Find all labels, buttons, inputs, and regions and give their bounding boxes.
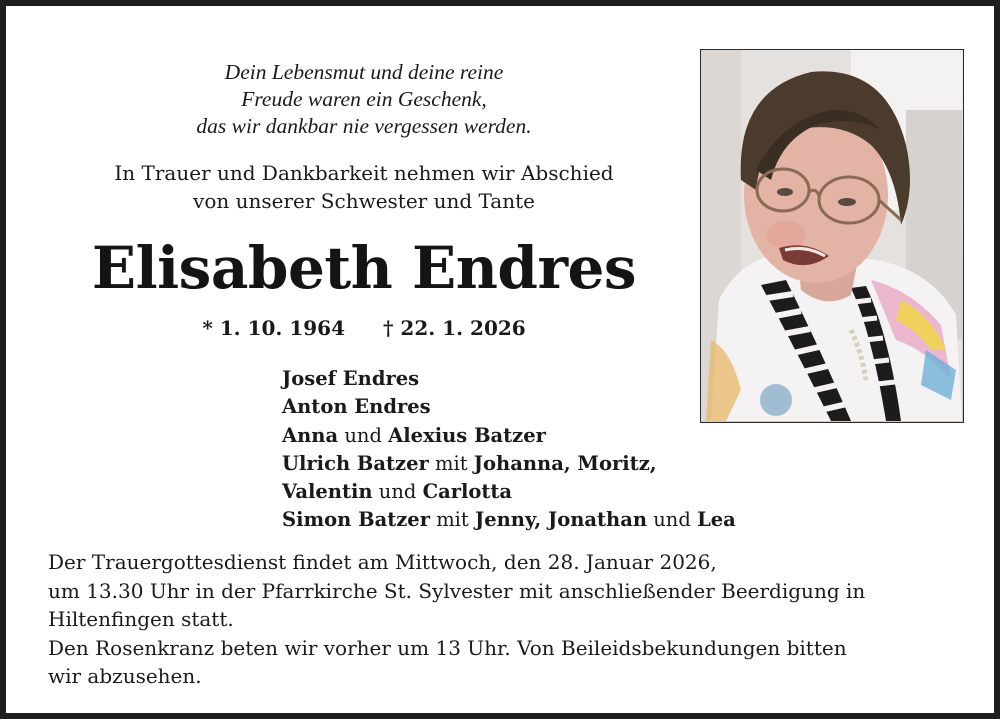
portrait-photo — [700, 49, 964, 423]
service-line: Hiltenfingen statt. — [48, 607, 234, 631]
mourner-line: Josef Endres — [282, 367, 420, 390]
service-line: wir abzusehen. — [48, 664, 202, 688]
mourner-line: Ulrich Batzer mit Johanna, Moritz, — [282, 451, 657, 475]
mourner-line: Simon Batzer mit Jenny, Jonathan und Lea — [282, 508, 736, 532]
birth-date: * 1. 10. 1964 — [202, 316, 345, 340]
service-details — [48, 548, 978, 691]
intro-line: In Trauer und Dankbarkeit nehmen wir Abschied — [114, 161, 614, 185]
mourner-line: Valentin und Carlotta — [282, 480, 513, 504]
poem-line: Dein Lebensmut und deine reine — [224, 60, 504, 84]
intro-text — [46, 159, 682, 215]
intro-line: von unserer Schwester und Tante — [193, 189, 535, 213]
death-date: † 22. 1. 2026 — [383, 316, 526, 340]
service-line: Den Rosenkranz beten wir vorher um 13 Uhr. Von Beileidsbekundungen bitten — [48, 635, 847, 660]
portrait-illustration — [701, 50, 962, 421]
mourner-line: Anton Endres — [282, 395, 431, 419]
poem-line: Freude waren ein Geschenk, — [241, 87, 487, 111]
service-line: Der Trauergottesdienst findet am Mittwoch, den 28. Januar 2026, — [48, 550, 717, 574]
life-dates — [46, 314, 682, 342]
deceased-name: Elisabeth Endres — [91, 234, 637, 302]
memorial-poem — [46, 59, 682, 140]
service-line: um 13.30 Uhr in der Pfarrkirche St. Sylvester mit anschließender Beerdigung in — [48, 578, 866, 603]
mourner-line: Anna und Alexius Batzer — [282, 423, 546, 447]
poem-line: das wir dankbar nie vergessen werden. — [196, 114, 532, 138]
